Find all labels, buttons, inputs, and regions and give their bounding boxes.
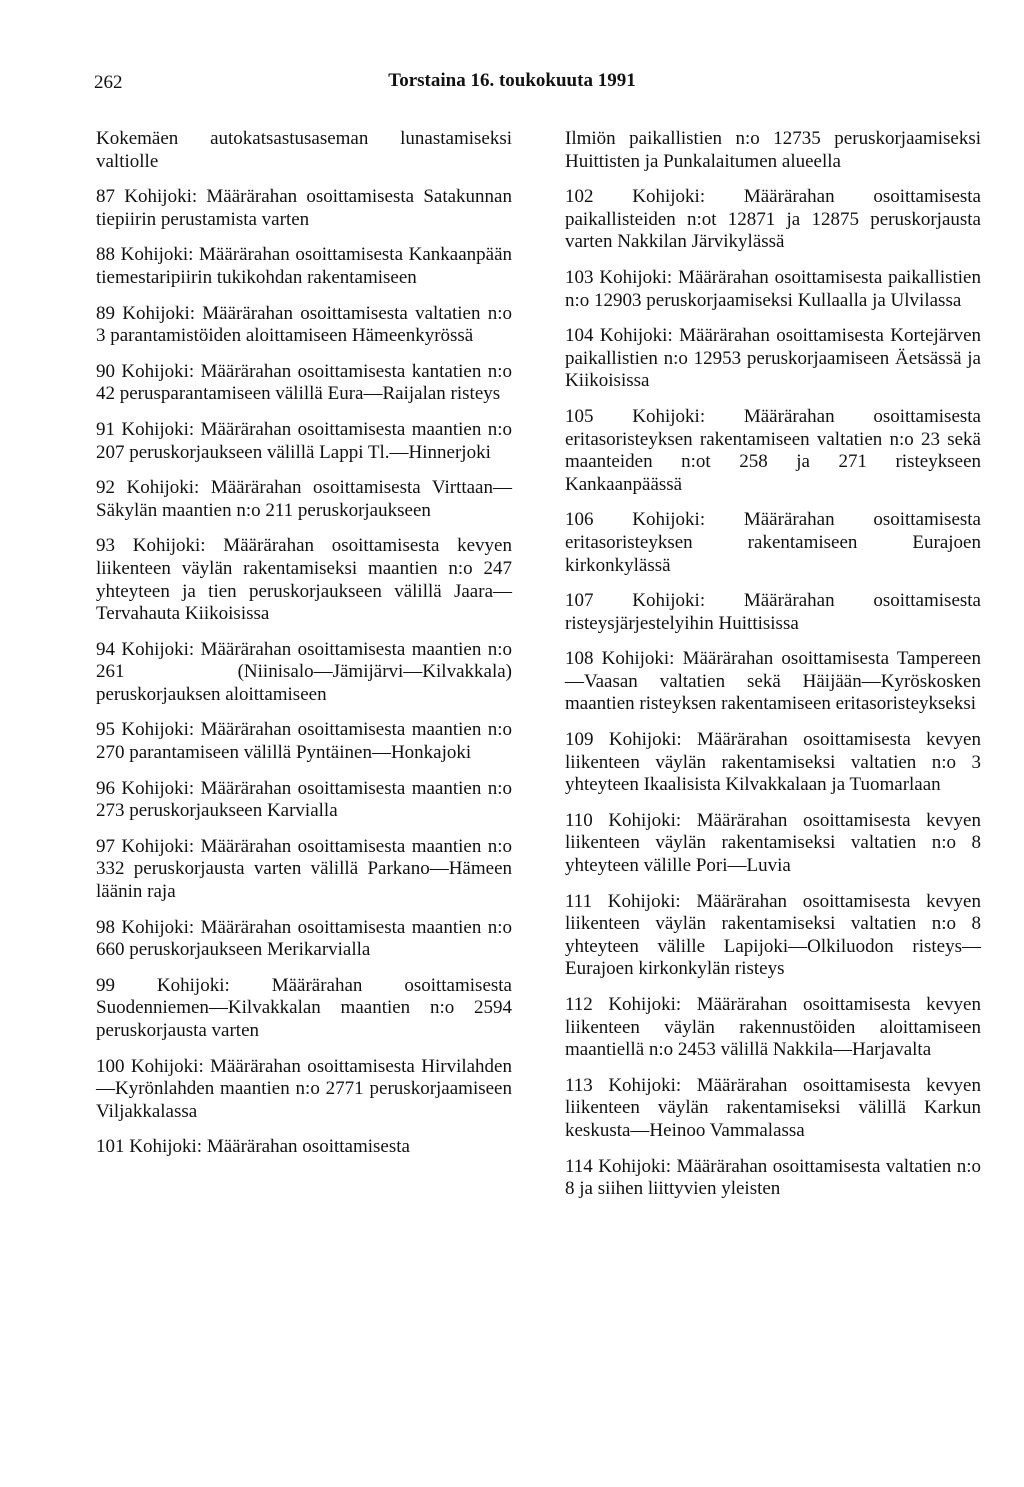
list-item: 109 Kohijoki: Määrärahan osoittamisesta kevyen liikenteen väylän rakentamiseksi valtatien n:o 3 yhteyteen Ikaalisista Kilvakkalaan ja Tuomarlaan	[565, 729, 981, 796]
list-item: 101 Kohijoki: Määrärahan osoittamisesta	[96, 1136, 410, 1158]
list-item: 108 Kohijoki: Määrärahan osoittamisesta Tampereen—Vaasan valtatien sekä Häijään—Kyröskosken maantien risteyksen rakentamiseen eritasoristeykseksi	[565, 648, 981, 715]
list-item: 94 Kohijoki: Määrärahan osoittamisesta maantien n:o 261 (Niinisalo—Jämijärvi—Kilvakkala) peruskorjauksen aloittamiseen	[96, 638, 512, 705]
list-item: 113 Kohijoki: Määrärahan osoittamisesta kevyen liikenteen väylän rakentamiseksi välillä Karkun keskusta—Heinoo Vammalassa	[565, 1074, 981, 1141]
list-item: 89 Kohijoki: Määrärahan osoittamisesta valtatien n:o 3 parantamistöiden aloittamiseen Hämeenkyrössä	[96, 302, 512, 347]
list-item: 102 Kohijoki: Määrärahan osoittamisesta paikallisteiden n:ot 12871 ja 12875 peruskorjausta varten Nakkilan Järvikylässä	[565, 186, 981, 253]
list-item: 105 Kohijoki: Määrärahan osoittamisesta eritasoristeyksen rakentamiseen valtatien n:o 23 sekä maanteiden n:ot 258 ja 271 risteykseen Kankaanpäässä	[565, 405, 981, 495]
page-number: 262	[94, 72, 123, 93]
left-column	[96, 128, 512, 1172]
running-title: Torstaina 16. toukokuuta 1991	[388, 70, 636, 91]
list-item: 92 Kohijoki: Määrärahan osoittamisesta Virttaan—Säkylän maantien n:o 211 peruskorjaukseen	[96, 477, 512, 521]
list-item: 96 Kohijoki: Määrärahan osoittamisesta maantien n:o 273 peruskorjaukseen Karvialla	[96, 777, 512, 822]
list-item: 87 Kohijoki: Määrärahan osoittamisesta Satakunnan tiepiirin perustamista varten	[96, 186, 512, 230]
list-item: 106 Kohijoki: Määrärahan osoittamisesta eritasoristeyksen rakentamiseen Eurajoen kirkonkylässä	[565, 509, 981, 576]
list-item: 88 Kohijoki: Määrärahan osoittamisesta Kankaanpään tiemestaripiirin tukikohdan rakentamiseen	[96, 244, 512, 288]
list-item: 99 Kohijoki: Määrärahan osoittamisesta Suodenniemen—Kilvakkalan maantien n:o 2594 peruskorjausta varten	[96, 974, 512, 1041]
list-item: 104 Kohijoki: Määrärahan osoittamisesta Kortejärven paikallistien n:o 12953 peruskorjaamiseen Äetsässä ja Kiikoisissa	[565, 325, 981, 392]
list-item: 90 Kohijoki: Määrärahan osoittamisesta kantatien n:o 42 perusparantamiseen välillä Eura—Raijalan risteys	[96, 360, 512, 405]
list-item: 114 Kohijoki: Määrärahan osoittamisesta valtatien n:o 8 ja siihen liittyvien yleisten	[565, 1155, 981, 1200]
list-item: 112 Kohijoki: Määrärahan osoittamisesta kevyen liikenteen väylän rakennustöiden aloittamiseen maantiellä n:o 2453 välillä Nakkila—Harjavalta	[565, 994, 981, 1061]
list-item: Ilmiön paikallistien n:o 12735 peruskorjaamiseksi Huittisten ja Punkalaitumen alueella	[565, 128, 981, 172]
list-item: 91 Kohijoki: Määrärahan osoittamisesta maantien n:o 207 peruskorjaukseen välillä Lappi Tl.—Hinnerjoki	[96, 418, 512, 463]
list-item: 111 Kohijoki: Määrärahan osoittamisesta kevyen liikenteen väylän rakentamiseksi valtatien n:o 8 yhteyteen välille Lapijoki—Olkiluodon risteys—Eurajoen kirkonkylän risteys	[565, 890, 981, 980]
list-item: 107 Kohijoki: Määrärahan osoittamisesta risteysjärjestelyihin Huittisissa	[565, 590, 981, 634]
list-item: 93 Kohijoki: Määrärahan osoittamisesta kevyen liikenteen väylän rakentamiseksi maantien n:o 247 yhteyteen ja tien peruskorjaukseen välillä Jaara—Tervahauta Kiikoisissa	[96, 535, 512, 625]
list-item: 103 Kohijoki: Määrärahan osoittamisesta paikallistien n:o 12903 peruskorjaamiseksi Kullaalla ja Ulvilassa	[565, 266, 981, 311]
list-item: Kokemäen autokatsastusaseman lunastamiseksi valtiolle	[96, 128, 512, 172]
list-item: 100 Kohijoki: Määrärahan osoittamisesta Hirvilahden—Kyrönlahden maantien n:o 2771 peruskorjaamiseen Viljakkalassa	[96, 1055, 512, 1122]
right-column	[565, 128, 981, 1214]
list-item: 97 Kohijoki: Määrärahan osoittamisesta maantien n:o 332 peruskorjausta varten välillä Parkano—Hämeen läänin raja	[96, 835, 512, 903]
list-item: 110 Kohijoki: Määrärahan osoittamisesta kevyen liikenteen väylän rakentamiseksi valtatien n:o 8 yhteyteen välille Pori—Luvia	[565, 809, 981, 877]
list-item: 98 Kohijoki: Määrärahan osoittamisesta maantien n:o 660 peruskorjaukseen Merikarvialla	[96, 916, 512, 961]
list-item: 95 Kohijoki: Määrärahan osoittamisesta maantien n:o 270 parantamiseen välillä Pyntäinen—Honkajoki	[96, 719, 512, 764]
